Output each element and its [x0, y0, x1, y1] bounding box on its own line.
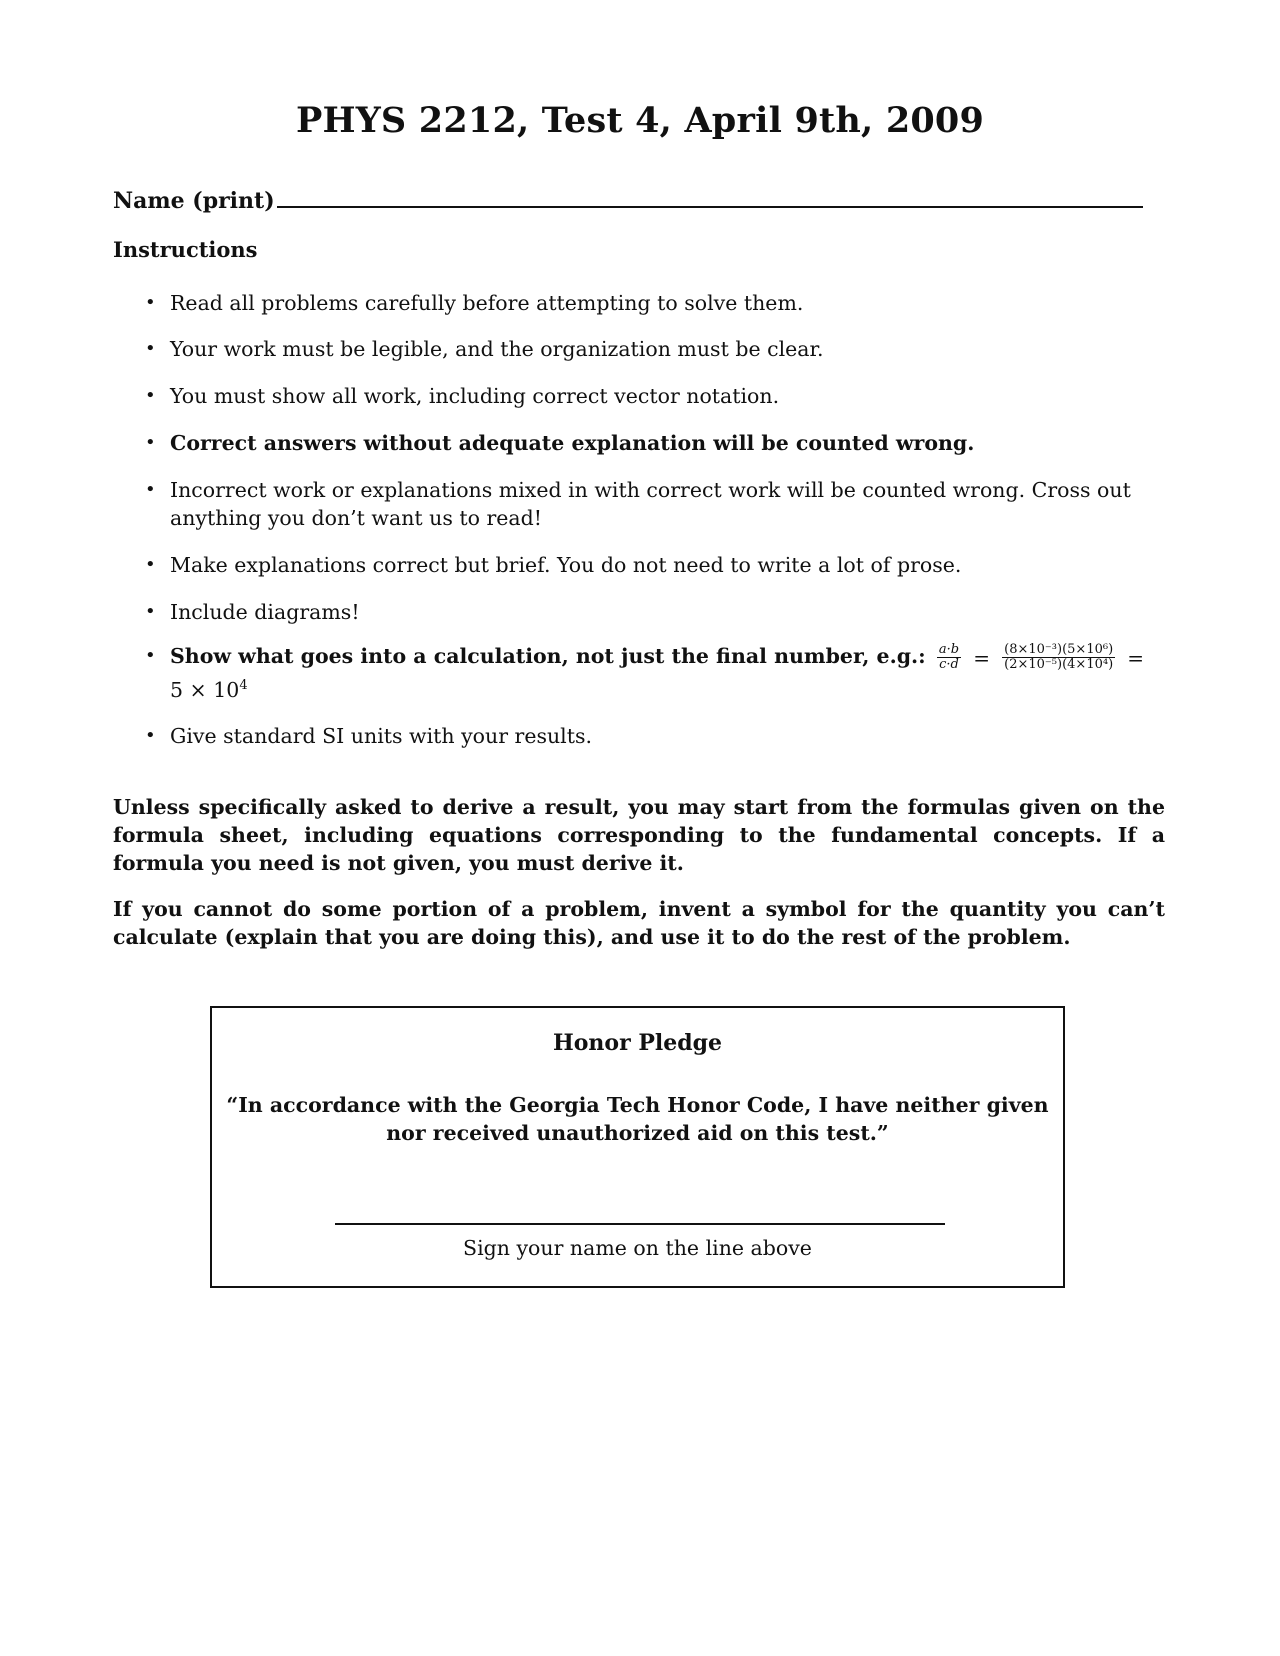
invent-symbol-paragraph: If you cannot do some portion of a problem, invent a symbol for the quantity you can’t calculate (explain that you are doing this), and use it to do the rest of the problem. — [113, 897, 1165, 949]
list-item — [145, 642, 1165, 704]
honor-pledge-quote: “In accordance with the Georgia Tech Honor Code, I have neither given nor received unauthorized aid on this test.” — [226, 1093, 1049, 1145]
rhs-fraction: $\frac{\text{(8×10⁻³)(5×10⁶)}}{\text{(2×10⁻⁵)(4×10⁴)}}$ — [1004, 642, 1114, 672]
honor-pledge-box — [210, 1006, 1065, 1288]
bullet-icon: • — [145, 725, 156, 746]
calculation-instruction: Show what goes into a calculation, not just the final number, e.g.: — [170, 644, 926, 668]
bullet-icon: • — [145, 479, 156, 500]
name-field — [113, 188, 1143, 214]
list-item: • Your work must be legible, and the organization must be clear. — [145, 337, 824, 361]
name-blank-line[interactable] — [277, 188, 1143, 208]
page-title: PHYS 2212, Test 4, April 9th, 2009 — [295, 100, 985, 141]
list-item: • Make explanations correct but brief. You do not need to write a lot of prose. — [145, 553, 962, 577]
bullet-icon: • — [145, 292, 156, 313]
list-item: • Read all problems carefully before attempting to solve them. — [145, 291, 804, 315]
bullet-icon: • — [145, 554, 156, 575]
list-item: • Include diagrams! — [145, 600, 360, 624]
bullet-icon: • — [145, 432, 156, 453]
list-item: • Incorrect work or explanations mixed in with correct work will be counted wrong. Cross out anything you don’t want us to read! — [145, 478, 1131, 530]
list-item: • Give standard SI units with your results. — [145, 724, 593, 748]
name-label: Name (print) — [113, 188, 275, 214]
bullet-icon: • — [145, 601, 156, 622]
bullet-icon: • — [145, 338, 156, 359]
example-equation: $\frac{a\cdot b}{c\cdot d}$ = $\frac{\text{(8×10⁻³)(5×10⁶)}}{\text{(2×10⁻⁵)(4×10⁴)}}$ = — [938, 642, 1145, 672]
signature-line[interactable] — [335, 1223, 945, 1225]
instructions-heading: Instructions — [113, 237, 258, 262]
lhs-fraction: $\frac{a\cdot b}{c\cdot d}$ — [938, 642, 960, 672]
bullet-icon: • — [145, 645, 156, 666]
example-result: $5 \times 10^4$ — [170, 677, 248, 702]
bullet-icon: • — [145, 385, 156, 406]
list-item: • You must show all work, including correct vector notation. — [145, 384, 780, 408]
honor-pledge-title: Honor Pledge — [552, 1030, 723, 1056]
signature-caption: Sign your name on the line above — [463, 1236, 812, 1260]
formula-sheet-paragraph: Unless specifically asked to derive a result, you may start from the formulas given on the formula sheet, including equations corresponding to the fundamental concepts. If a formula you need is not given, you must derive it. — [113, 795, 1165, 875]
list-item: • Correct answers without adequate explanation will be counted wrong. — [145, 431, 975, 455]
